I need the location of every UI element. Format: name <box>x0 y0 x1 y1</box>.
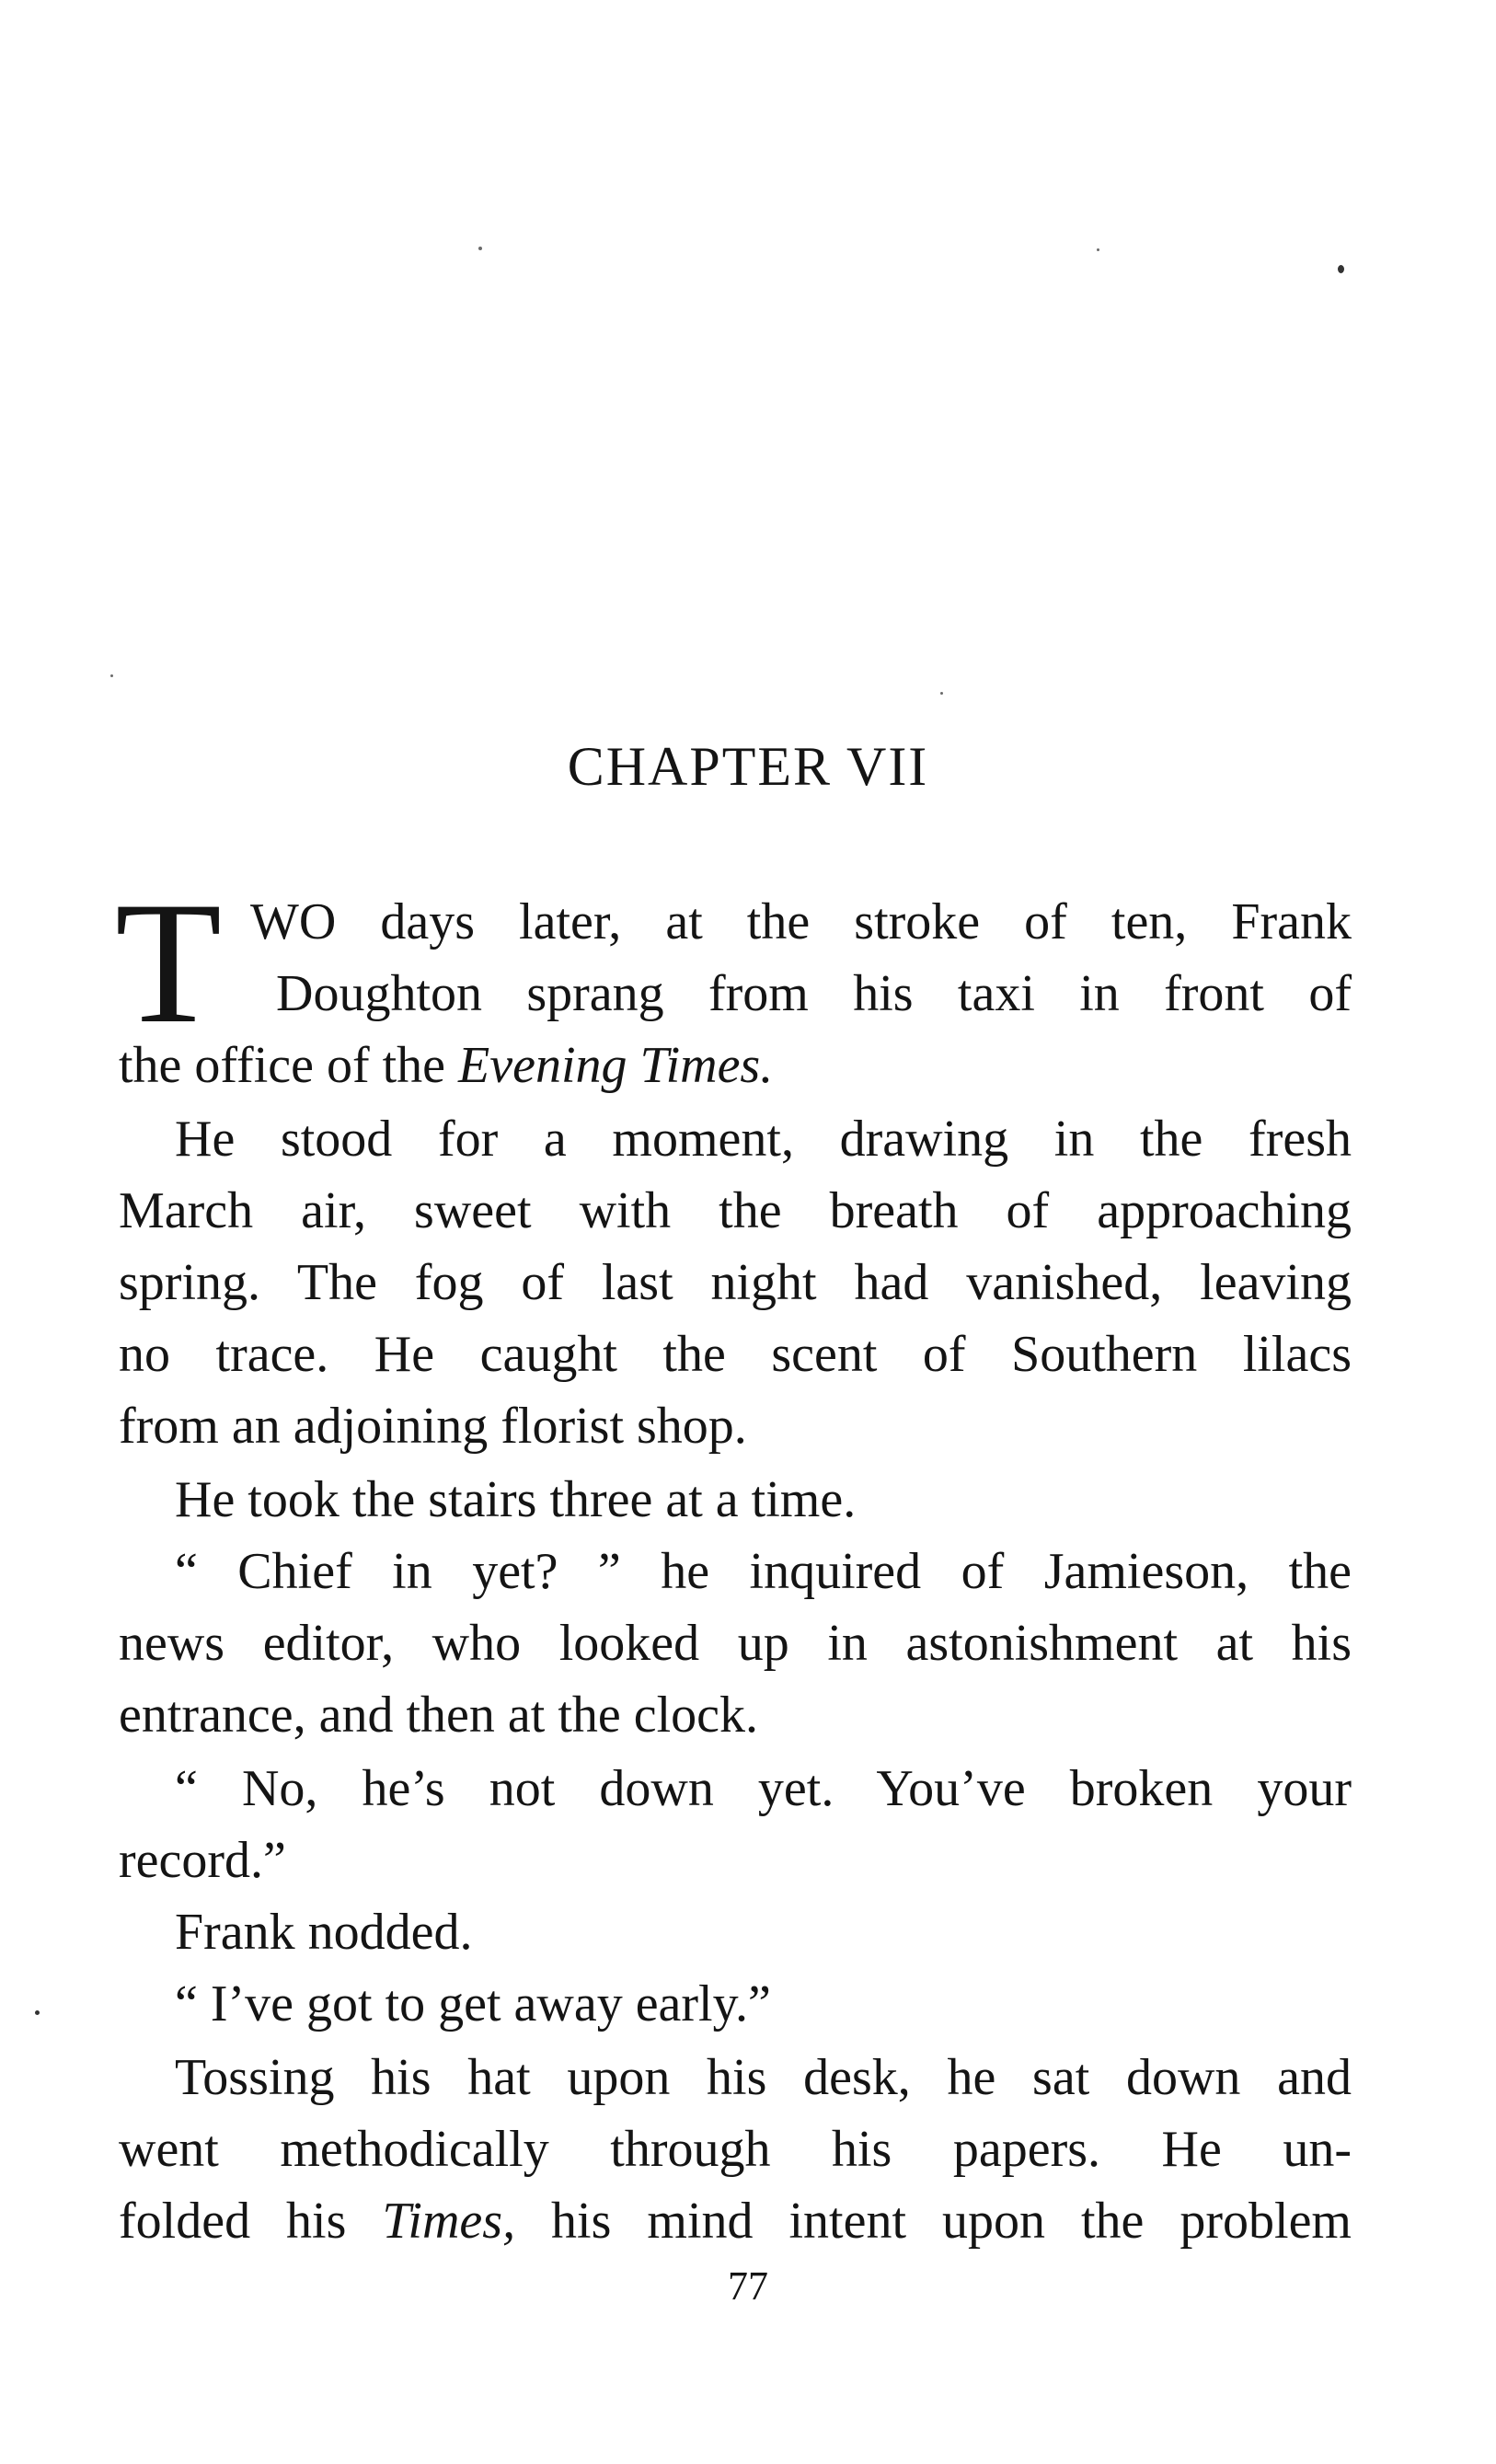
text-span: his mind intent upon the problem <box>515 2193 1352 2250</box>
page-number: 77 <box>728 2263 768 2309</box>
scan-speck <box>1097 248 1099 251</box>
text-line: record.” <box>119 1832 286 1889</box>
text-line: “ I’ve got to get away early.” <box>175 1975 771 2032</box>
text-line: Doughton sprang from his taxi in front of <box>276 965 1352 1022</box>
text-span: folded his <box>119 2193 383 2250</box>
newspaper-title: Times, <box>382 2193 516 2250</box>
scan-speck <box>940 692 943 695</box>
text-line: entrance, and then at the clock. <box>119 1687 758 1744</box>
text-line: from an adjoining florist shop. <box>119 1398 747 1455</box>
text-line <box>119 1033 1352 1098</box>
text-line: He stood for a moment, drawing in the fresh <box>175 1111 1352 1168</box>
text-line: news editor, who looked up in astonishment at his <box>119 1615 1352 1672</box>
text-line: Frank nodded. <box>175 1904 473 1961</box>
drop-cap: T <box>115 867 223 1060</box>
scan-speck <box>110 674 113 677</box>
text-line: “ Chief in yet? ” he inquired of Jamieson, the <box>175 1543 1352 1600</box>
newspaper-title: Evening Times. <box>458 1037 774 1094</box>
text-span: the office of the <box>119 1037 459 1094</box>
scan-speck <box>1338 265 1344 273</box>
text-line: March air, sweet with the breath of approaching <box>119 1182 1352 1239</box>
text-line: “ No, he’s not down yet. You’ve broken your <box>175 1760 1352 1817</box>
chapter-heading: CHAPTER VII <box>567 736 929 797</box>
text-line <box>119 2189 1352 2253</box>
text-line: went methodically through his papers. He un- <box>119 2121 1352 2178</box>
text-line: He took the stairs three at a time. <box>175 1471 857 1528</box>
text-line: Tossing his hat upon his desk, he sat down and <box>175 2049 1352 2106</box>
scan-speck <box>478 247 482 250</box>
text-line: WO days later, at the stroke of ten, Frank <box>250 893 1352 950</box>
text-line: no trace. He caught the scent of Southern lilacs <box>119 1326 1352 1383</box>
text-line: spring. The fog of last night had vanished, leaving <box>119 1254 1352 1311</box>
scan-speck <box>35 2010 40 2015</box>
